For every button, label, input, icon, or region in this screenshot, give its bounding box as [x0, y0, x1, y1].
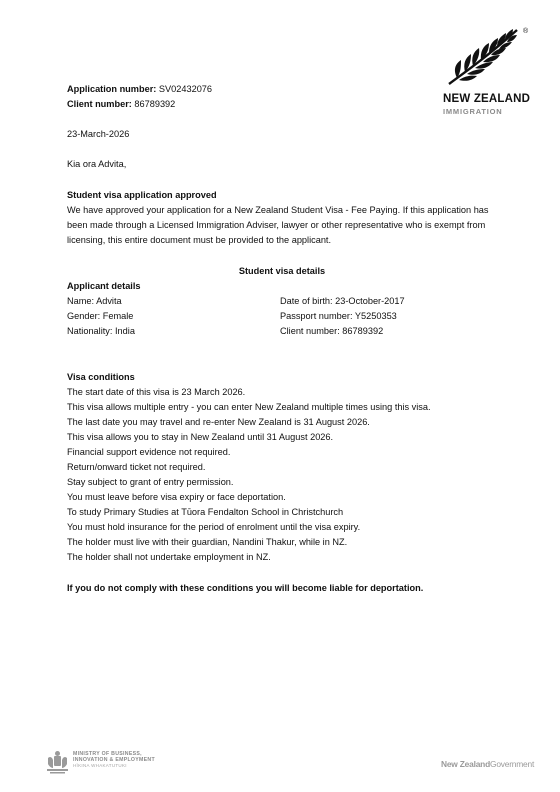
deportation-warning: If you do not comply with these conditions you will become liable for deportation. [67, 583, 424, 593]
mbie-line-1: MINISTRY OF BUSINESS, [73, 751, 142, 757]
condition-item: The holder shall not undertake employment in NZ. [67, 552, 271, 562]
application-number-line [67, 82, 212, 97]
letter-date: 23-March-2026 [67, 129, 130, 139]
approval-heading: Student visa application approved [67, 190, 217, 200]
condition-item: The last date you may travel and re-enter New Zealand is 31 August 2026. [67, 417, 370, 427]
condition-item: You must leave before visa expiry or face deportation. [67, 492, 286, 502]
logo-brand-text: NEW ZEALAND [443, 93, 531, 105]
govt-word-text: Government [490, 759, 535, 769]
visa-conditions-heading: Visa conditions [67, 372, 135, 382]
applicant-details-heading: Applicant details [67, 281, 141, 291]
applicant-gender: Gender: Female [67, 311, 134, 321]
client-number-label: Client number: [67, 99, 132, 109]
condition-item: Return/onward ticket not required. [67, 462, 206, 472]
application-number-value: SV02432076 [158, 84, 213, 94]
logo-sub-text: IMMIGRATION [443, 107, 503, 116]
client-number-value: 86789392 [134, 99, 176, 109]
applicant-passport-number: Passport number: Y5250353 [280, 311, 397, 321]
applicant-date-of-birth: Date of birth: 23-October-2017 [280, 296, 405, 306]
condition-item: Financial support evidence not required. [67, 447, 231, 457]
student-visa-details-title: Student visa details [238, 266, 326, 276]
condition-item: The start date of this visa is 23 March 2026. [67, 387, 246, 397]
condition-item: Stay subject to grant of entry permission. [67, 477, 234, 487]
coat-of-arms-icon [45, 750, 69, 776]
condition-item: The holder must live with their guardian, Nandini Thakur, while in NZ. [67, 537, 348, 547]
approval-body: We have approved your application for a New Zealand Student Visa - Fee Paying. If this application has been made through a Licensed Immigration Adviser, lawyer or other representative who is exempt from licensing, this entire document must be provided to the applicant. [67, 205, 489, 245]
registered-mark: ® [523, 28, 529, 35]
client-number-line [67, 97, 175, 112]
applicant-nationality: Nationality: India [67, 326, 135, 336]
greeting: Kia ora Advita, [67, 159, 127, 169]
nz-government-wordmark [441, 757, 534, 772]
mbie-line-3: HĪKINA WHAKATUTUKI [73, 763, 127, 769]
immigration-nz-logo [443, 26, 533, 120]
applicant-client-number: Client number: 86789392 [280, 326, 384, 336]
applicant-name: Name: Advita [67, 296, 122, 306]
mbie-line-2: INNOVATION & EMPLOYMENT [73, 757, 155, 764]
mbie-text [73, 751, 155, 770]
condition-item: To study Primary Studies at Tūora Fendalton School in Christchurch [67, 507, 344, 517]
condition-item: You must hold insurance for the period of enrolment until the visa expiry. [67, 522, 361, 532]
govt-nz-text: New Zealand [441, 759, 490, 769]
condition-item: This visa allows you to stay in New Zealand until 31 August 2026. [67, 432, 334, 442]
condition-item: This visa allows multiple entry - you can enter New Zealand multiple times using this visa. [67, 402, 431, 412]
silver-fern-icon [443, 26, 523, 88]
application-number-label: Application number: [67, 84, 157, 94]
